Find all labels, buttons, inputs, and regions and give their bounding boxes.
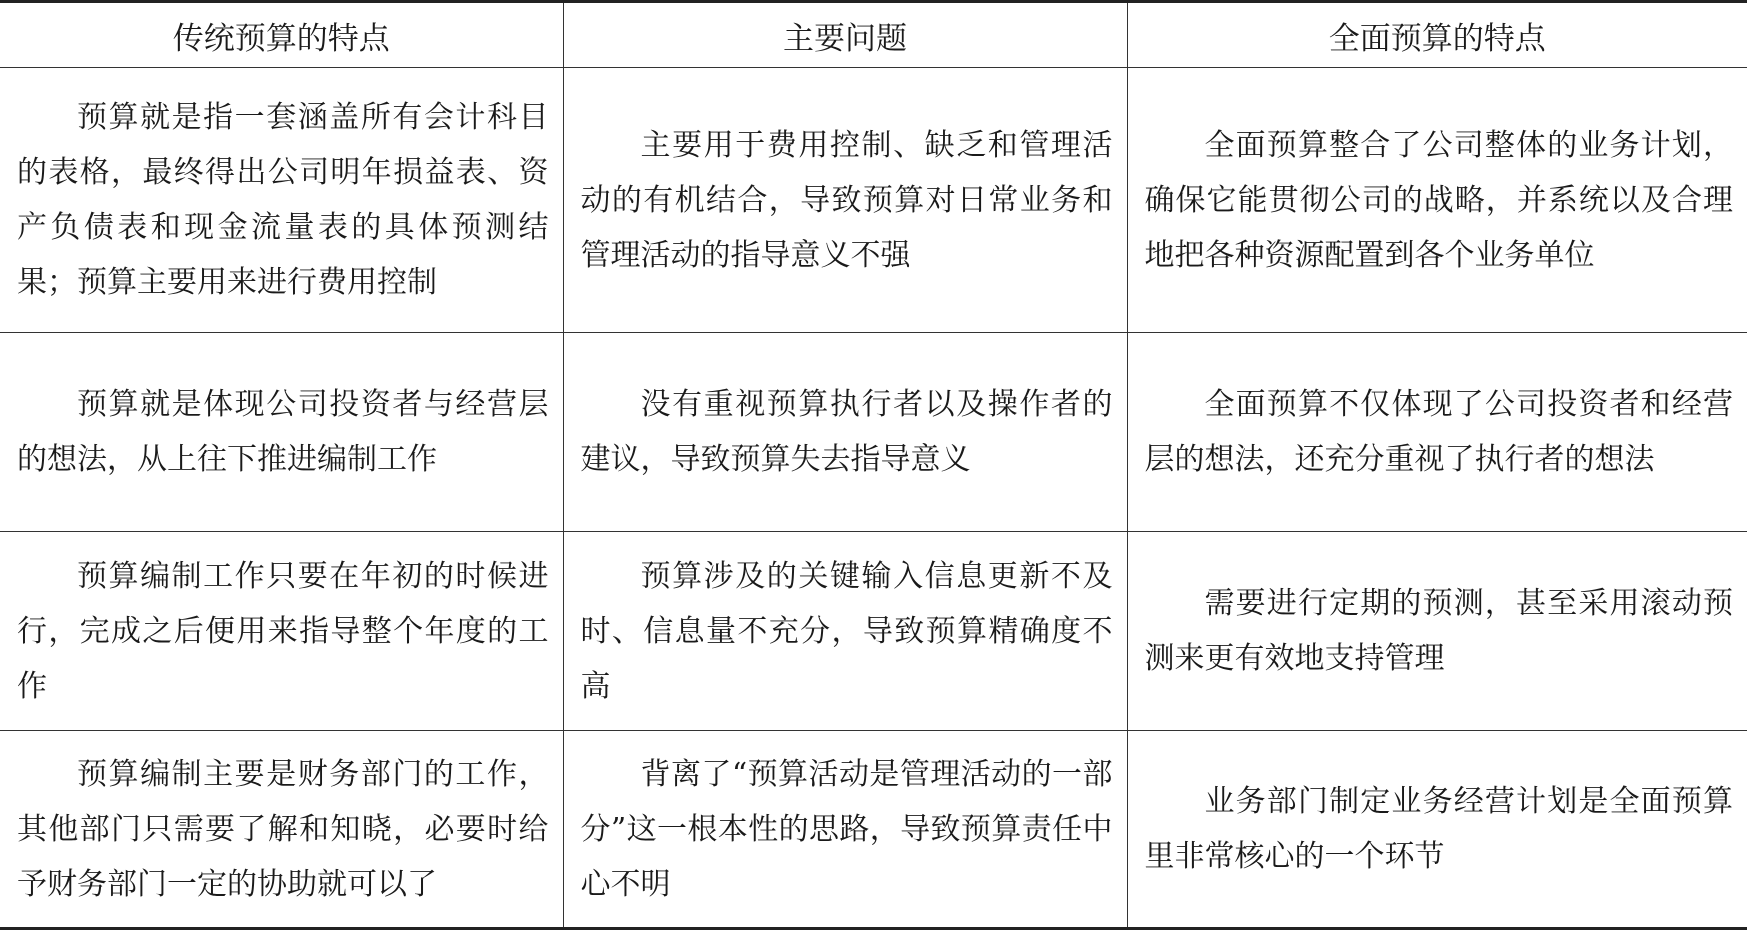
header-traditional-budget: 传统预算的特点 bbox=[0, 2, 563, 68]
table-cell bbox=[0, 68, 563, 333]
table-cell bbox=[0, 731, 563, 929]
cell-text: 业务部门制定业务经营计划是全面预算里非常核心的一个环节 bbox=[1144, 784, 1733, 874]
cell-text: 预算涉及的关键输入信息更新不及时、信息量不充分，导致预算精确度不高 bbox=[580, 558, 1113, 704]
table-cell bbox=[1127, 532, 1747, 731]
table-row bbox=[0, 333, 1747, 532]
table-header-row bbox=[0, 2, 1747, 68]
table-cell bbox=[563, 68, 1127, 333]
table-cell bbox=[0, 333, 563, 532]
header-main-problems: 主要问题 bbox=[563, 2, 1127, 68]
table-cell bbox=[1127, 333, 1747, 532]
table-row bbox=[0, 532, 1747, 731]
cell-text: 全面预算不仅体现了公司投资者和经营层的想法，还充分重视了执行者的想法 bbox=[1144, 387, 1733, 477]
table-cell bbox=[563, 333, 1127, 532]
cell-text: 全面预算整合了公司整体的业务计划，确保它能贯彻公司的战略，并系统以及合理地把各种资源配置到各个业务单位 bbox=[1144, 127, 1733, 273]
cell-text: 需要进行定期的预测，甚至采用滚动预测来更有效地支持管理 bbox=[1144, 586, 1733, 676]
table-cell bbox=[1127, 731, 1747, 929]
cell-text: 预算就是体现公司投资者与经营层的想法，从上往下推进编制工作 bbox=[17, 387, 549, 477]
table-cell bbox=[1127, 68, 1747, 333]
cell-text: 主要用于费用控制、缺乏和管理活动的有机结合，导致预算对日常业务和管理活动的指导意义不强 bbox=[580, 127, 1113, 273]
cell-text: 预算编制主要是财务部门的工作，其他部门只需要了解和知晓，必要时给予财务部门一定的协助就可以了 bbox=[17, 756, 549, 902]
table-row bbox=[0, 731, 1747, 929]
cell-text: 背离了“预算活动是管理活动的一部分”这一根本性的思路，导致预算责任中心不明 bbox=[580, 756, 1113, 902]
cell-text: 没有重视预算执行者以及操作者的建议，导致预算失去指导意义 bbox=[580, 387, 1113, 477]
table-cell bbox=[563, 532, 1127, 731]
cell-text: 预算编制工作只要在年初的时候进行，完成之后便用来指导整个年度的工作 bbox=[17, 558, 549, 704]
table-cell bbox=[0, 532, 563, 731]
table-cell bbox=[563, 731, 1127, 929]
cell-text: 预算就是指一套涵盖所有会计科目的表格，最终得出公司明年损益表、资产负债表和现金流量表的具体预测结果；预算主要用来进行费用控制 bbox=[17, 100, 549, 300]
header-comprehensive-budget: 全面预算的特点 bbox=[1127, 2, 1747, 68]
table-row bbox=[0, 68, 1747, 333]
